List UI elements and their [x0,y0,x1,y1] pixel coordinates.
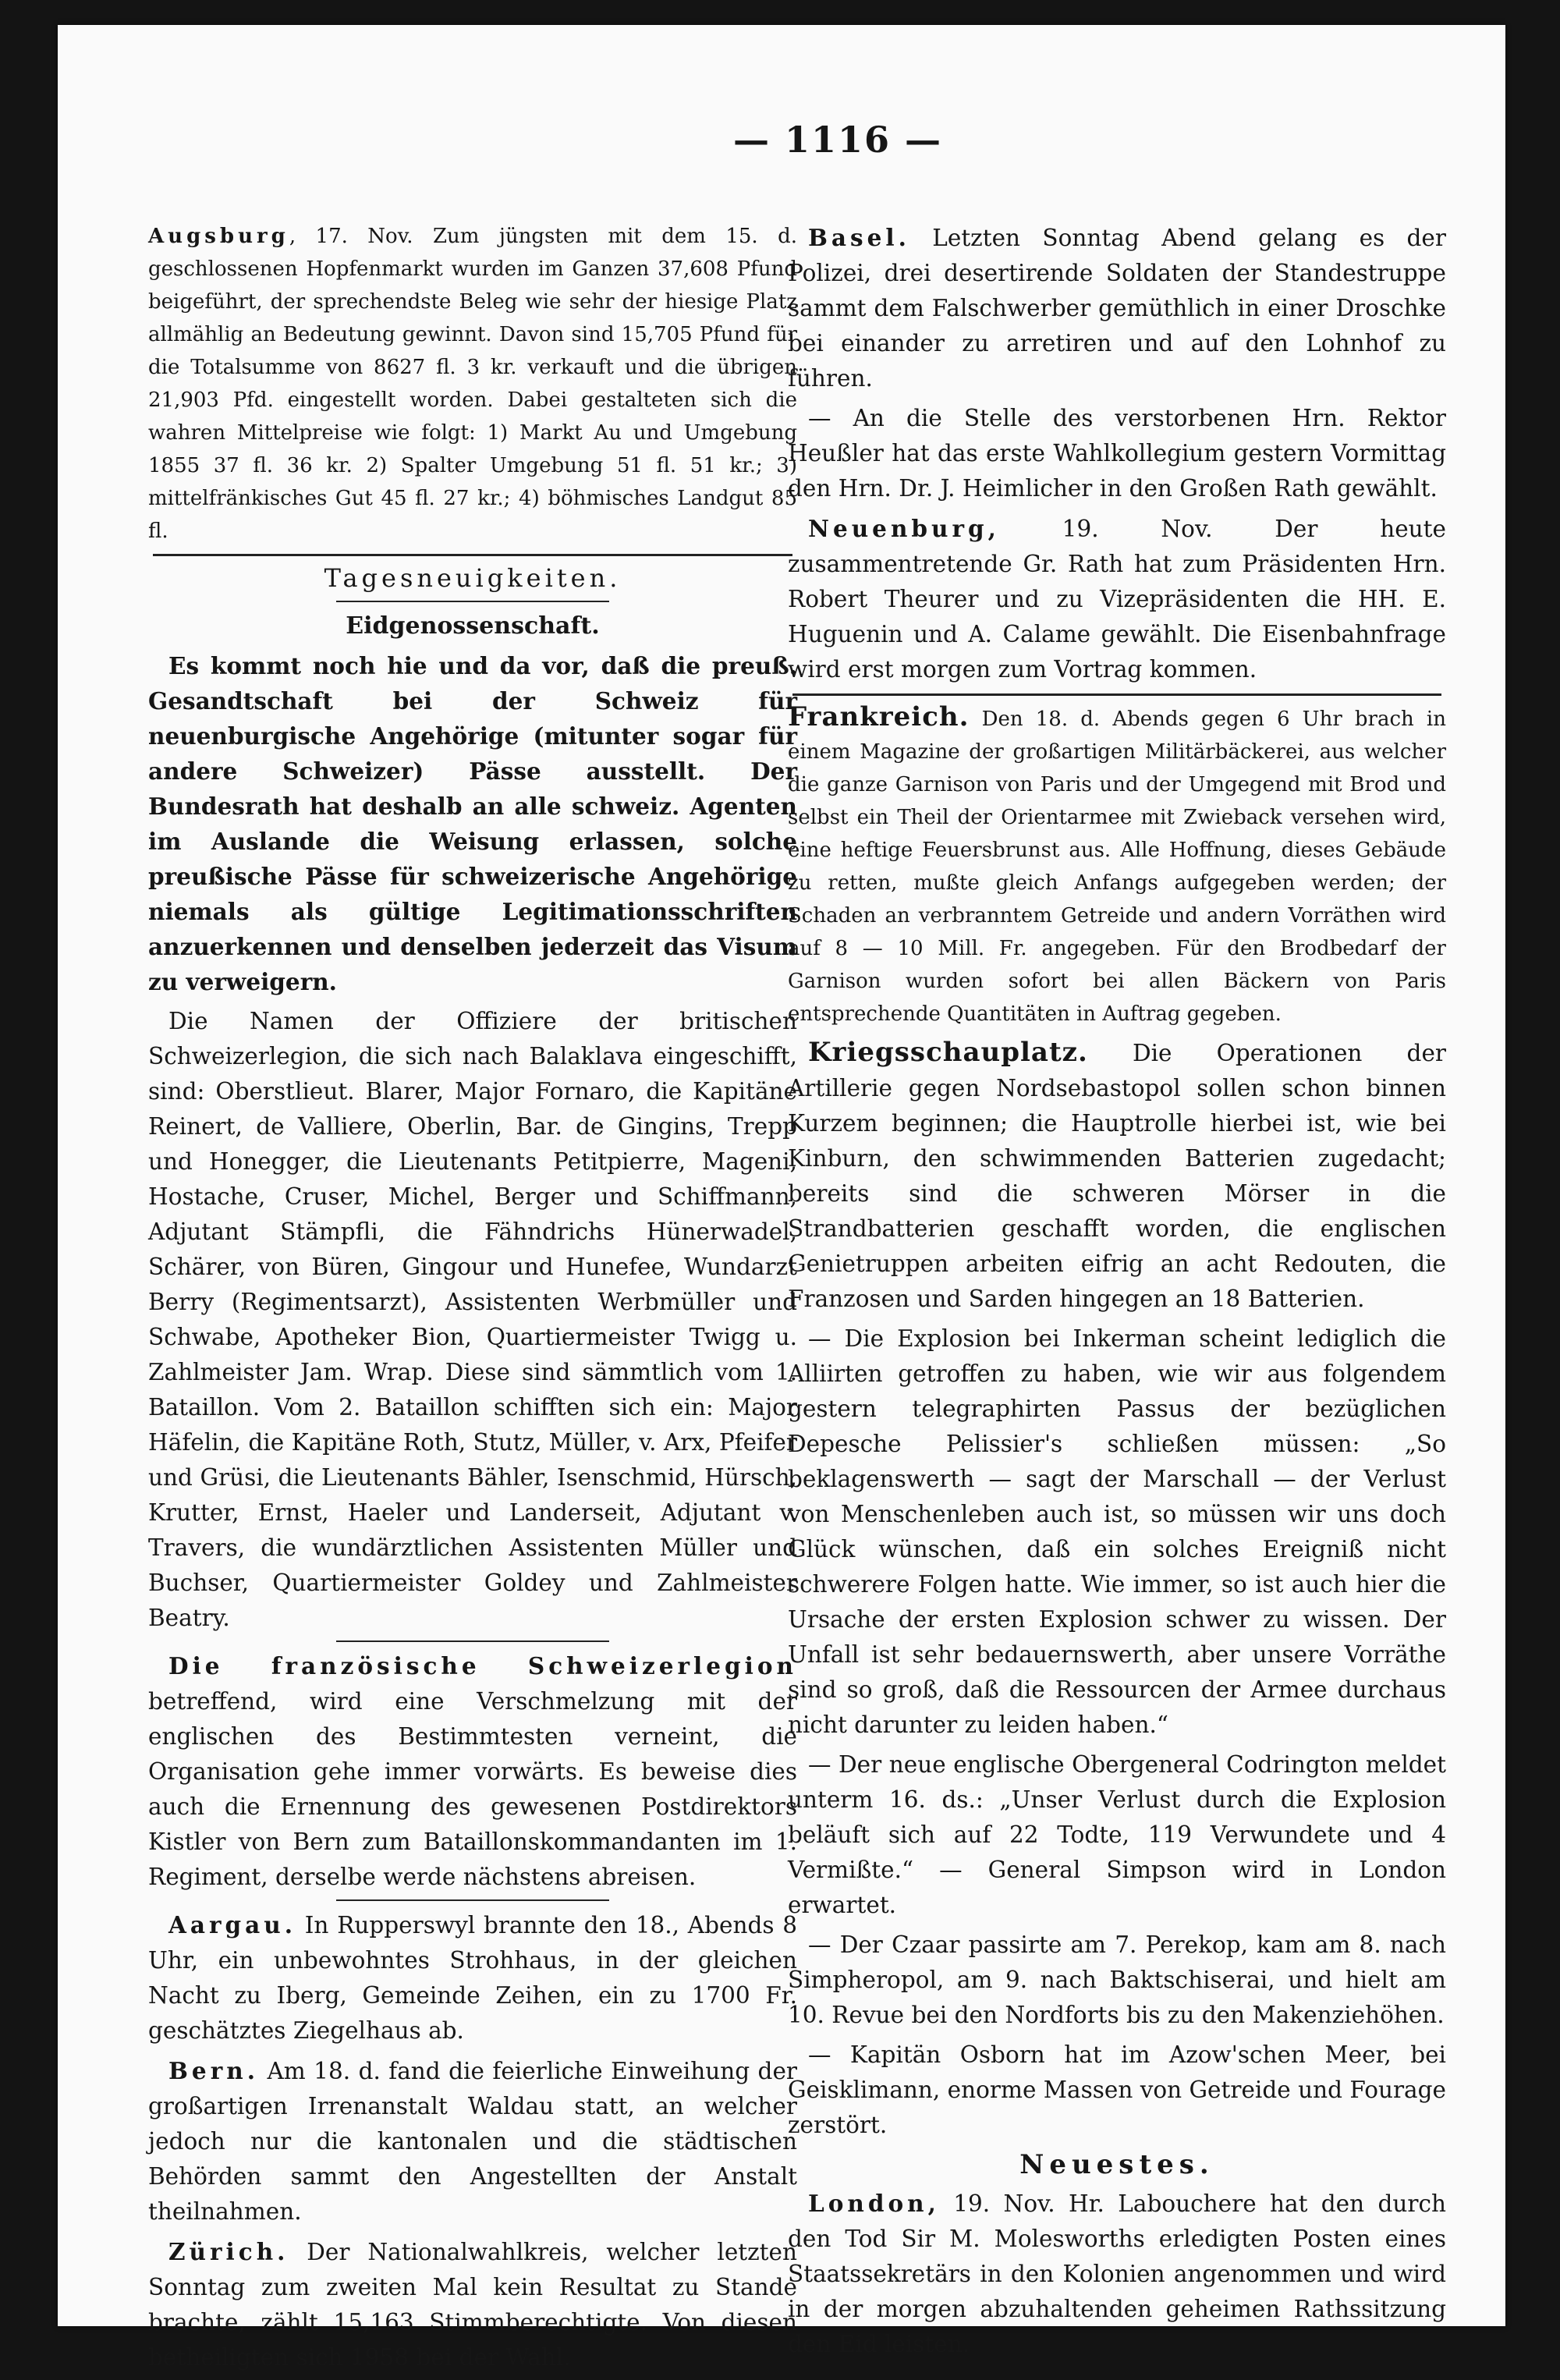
subsection-title: Eidgenossenschaft. [346,612,600,640]
article-london-text: 19. Nov. Hr. Labouchere hat den durch den Tod Sir M. Molesworths erledigten Posten eines Staatssekretärs in den Kolonien angenommen und wird in der morgen abzuhaltenden geheimen Rathssitzung den Eid leisten. [788,2190,1446,2357]
article-basel-text: Letzten Sonntag Abend gelang es der Polizei, drei desertirende Soldaten der Standestruppe sammt dem Falschwerber gemüthlich in einer Droschke bei einander zu arretiren und auf den Lohnhof zu führen. [788,225,1446,392]
article-legion [148,1648,797,1895]
article-bern [148,2053,797,2229]
section-divider [153,554,792,556]
section-title: Tagesneuigkeiten. [324,563,622,593]
dateline-place: Augsburg [148,225,289,248]
article-war-text: Die Operationen der Artillerie gegen Nordsebastopol sollen schon binnen Kurzem beginnen; die Hauptrolle hierbei ist, wie bei Kinburn, den schwimmenden Batterien zugedacht; bereits sind die schweren Mörser in die Strandbatterien geschafft worden, die englischen Genietruppen arbeiten eifrig an acht Redouten, die Franzosen und Sarden hingegen an 18 Batterien. [788,1040,1446,1312]
article-aargau [148,1907,797,2048]
article-explosion: — Die Explosion bei Inkerman scheint lediglich die Alliirten getroffen zu haben, wie wir aus folgendem gestern telegraphirten Passus der bezüglichen Depesche Pelissier's schließen müssen: „So beklagenswerth — sagt der Marschall — der Verlust von Menschenleben auch ist, so müssen wir uns doch Glück wünschen, daß ein solches Ereigniß nicht schwerere Folgen hatte. Wie immer, so ist auch hier die Ursache der ersten Explosion schwer zu wissen. Der Unfall ist sehr bedauernswerth, aber unsere Vorräthe sind so groß, daß die Ressourcen der Armee durchaus nicht darunter zu leiden haben.“ [788,1325,1446,1738]
short-divider [336,601,608,602]
short-divider [336,1899,608,1901]
article-osborn: — Kapitän Osborn hat im Azow'schen Meer, bei Geisklimann, enorme Massen von Getreide und Fourage zerstört. [788,2041,1446,2138]
dateline-place: Neuenburg, [808,515,1000,542]
article-zurich [148,2234,797,2375]
article-codrington: — Der neue englische Obergeneral Codrington meldet unterm 16. ds.: „Unser Verlust durch die Explosion beläuft sich auf 22 Todte, 119 Verwundete und 4 Vermißte.“ — General Simpson wird in London erwartet. [788,1751,1446,1918]
article-officers: Die Namen der Offiziere der britischen Schweizerlegion, die sich nach Balaklava eingeschifft, sind: Oberstlieut. Blarer, Major Fornaro, die Kapitäne Reinert, de Valliere, Oberlin, Bar. de Gingins, Trepp und Honegger, die Lieutenants Petitpierre, Mageni, Hostache, Cruser, Michel, Berger und Schiffmann, Adjutant Stämpfli, die Fähndrichs Hünerwadel, Schärer, von Büren, Gingour und Hunefee, Wundarzt Berry (Regimentsarzt), Assistenten Werbmüller und Schwabe, Apotheker Bion, Quartiermeister Twigg u. Zahlmeister Jam. Wrap. Diese sind sämmtlich vom 1. Bataillon. Vom 2. Bataillon schifften sich ein: Major Häfelin, die Kapitäne Roth, Stutz, Müller, v. Arx, Pfeifer und Grüsi, die Lieutenants Bähler, Isenschmid, Hürsch, Krutter, Ernst, Haeler und Landerseit, Adjutant v. Travers, die wundärztlichen Assistenten Müller und Buchser, Quartiermeister Goldey und Zahlmeister Beatry. [148,1008,797,1631]
article-london [788,2186,1446,2362]
market-report-text: , 17. Nov. Zum jüngsten mit dem 15. d. geschlossenen Hopfenmarkt wurden im Ganzen 37,608 Pfund beigeführt, der sprechendste Beleg wie sehr der hiesige Platz allmählig an Bedeutung gewinnt. Davon sind 15,705 Pfund für die Totalsumme von 8627 fl. 3 kr. verkauft und die übrigen 21,903 Pfd. eingestellt worden. Dabei gestalteten sich die wahren Mittelpreise wie folgt: 1) Markt Au und Umgebung 1855 37 fl. 36 kr. 2) Spalter Umgebung 51 fl. 51 kr.; 3) mittelfränkisches Gut 45 fl. 27 kr.; 4) böhmisches Landgut 85 fl. [148,225,797,543]
article-france-text: Den 18. d. Abends gegen 6 Uhr brach in einem Magazine der großartigen Militärbäckerei, aus welcher die ganze Garnison von Paris und der Umgegend mit Brod und selbst ein Theil der Orientarmee mit Zwieback versehen wird, eine heftige Feuersbrunst aus. Alle Hoffnung, dieses Gebäude zu retten, mußte gleich Anfangs aufgegeben werden; der Schaden an verbranntem Getreide und andern Vorräthen wird auf 8 — 10 Mill. Fr. angegeben. Für den Brodbedarf der Garnison wurden sofort bei allen Bäckern von Paris entsprechende Quantitäten in Auftrag gegeben. [788,708,1446,1026]
right-column [788,220,1446,2367]
short-divider [336,1640,608,1642]
article-zurich-text: Der Nationalwahlkreis, welcher letzten Sonntag zum zweiten Mal kein Resultat zu Stande brachte, zählt 15,163 Stimmberechtigte. Von diesen betheiligten sich 1958 bei der Wahl. [148,2239,797,2371]
article-france [788,701,1446,1030]
article-basel-election: — An die Stelle des verstorbenen Hrn. Rektor Heußler hat das erste Wahlkollegium gestern Vormittag den Hrn. Dr. J. Heimlicher in den Großen Rath gewählt. [788,405,1446,502]
article-legion-text: betreffend, wird eine Verschmelzung mit der englischen des Bestimmtesten verneint, die Organisation gehe immer vorwärts. Es beweise dies auch die Ernennung des gewesenen Postdirektors Kistler von Bern zum Bataillonskommandanten im 1. Regiment, derselbe werde nächstens abreisen. [148,1688,797,1890]
market-report [148,220,797,548]
page-number: — 1116 — [732,119,943,161]
left-column [148,220,797,2380]
article-basel [788,220,1446,396]
newspaper-page [58,25,1505,2371]
article-war [788,1035,1446,1317]
section-divider [792,693,1441,696]
article-neuenburg-text: 19. Nov. Der heute zusammentretende Gr. Rath hat zum Präsidenten Hrn. Robert Theurer und zu Vizepräsidenten die HH. E. Huguenin und A. Calame gewählt. Die Eisenbahnfrage wird erst morgen zum Vortrag kommen. [788,516,1446,683]
dateline-place: London, [808,2190,940,2217]
dateline-place: Bern. [168,2057,259,2084]
newest-heading: Neuestes. [1019,2149,1214,2180]
article-legion-lead: Die französische Schweizerlegion [168,1652,797,1679]
war-heading: Kriegsschauplatz. [808,1037,1088,1068]
dateline-place: Basel. [808,224,910,251]
article-neuenburg [788,511,1446,687]
dateline-place: Zürich. [168,2238,289,2265]
article-aargau-text: In Rupperswyl brannte den 18., Abends 8 Uhr, ein unbewohntes Strohhaus, in der gleichen Nacht zu Iberg, Gemeinde Zeihen, ein zu 1700 Fr. geschätztes Ziegelhaus ab. [148,1912,797,2044]
article-passports: Es kommt noch hie und da vor, daß die preuß. Gesandtschaft bei der Schweiz für neuenburgische Angehörige (mitunter sogar für andere Schweizer) Pässe ausstellt. Der Bundesrath hat deshalb an alle schweiz. Agenten im Auslande die Weisung erlassen, solche preußische Pässe für schweizerische Angehörige niemals als gültige Legitimationsschriften anzuerkennen und denselben jederzeit das Visum zu verweigern. [148,652,797,995]
article-bern-text: Am 18. d. fand die feierliche Einweihung der großartigen Irrenanstalt Waldau statt, an welcher jedoch nur die kantonalen und die städtischen Behörden sammt den Angestellten der Anstalt theilnahmen. [148,2058,797,2225]
article-czar: — Der Czaar passirte am 7. Perekop, kam am 8. nach Simpheropol, am 9. nach Baktschiserai, und hielt am 10. Revue bei den Nordforts bis zu den Makenziehöhen. [788,1931,1446,2028]
france-heading: Frankreich. [788,701,970,732]
dateline-place: Aargau. [168,1911,297,1938]
